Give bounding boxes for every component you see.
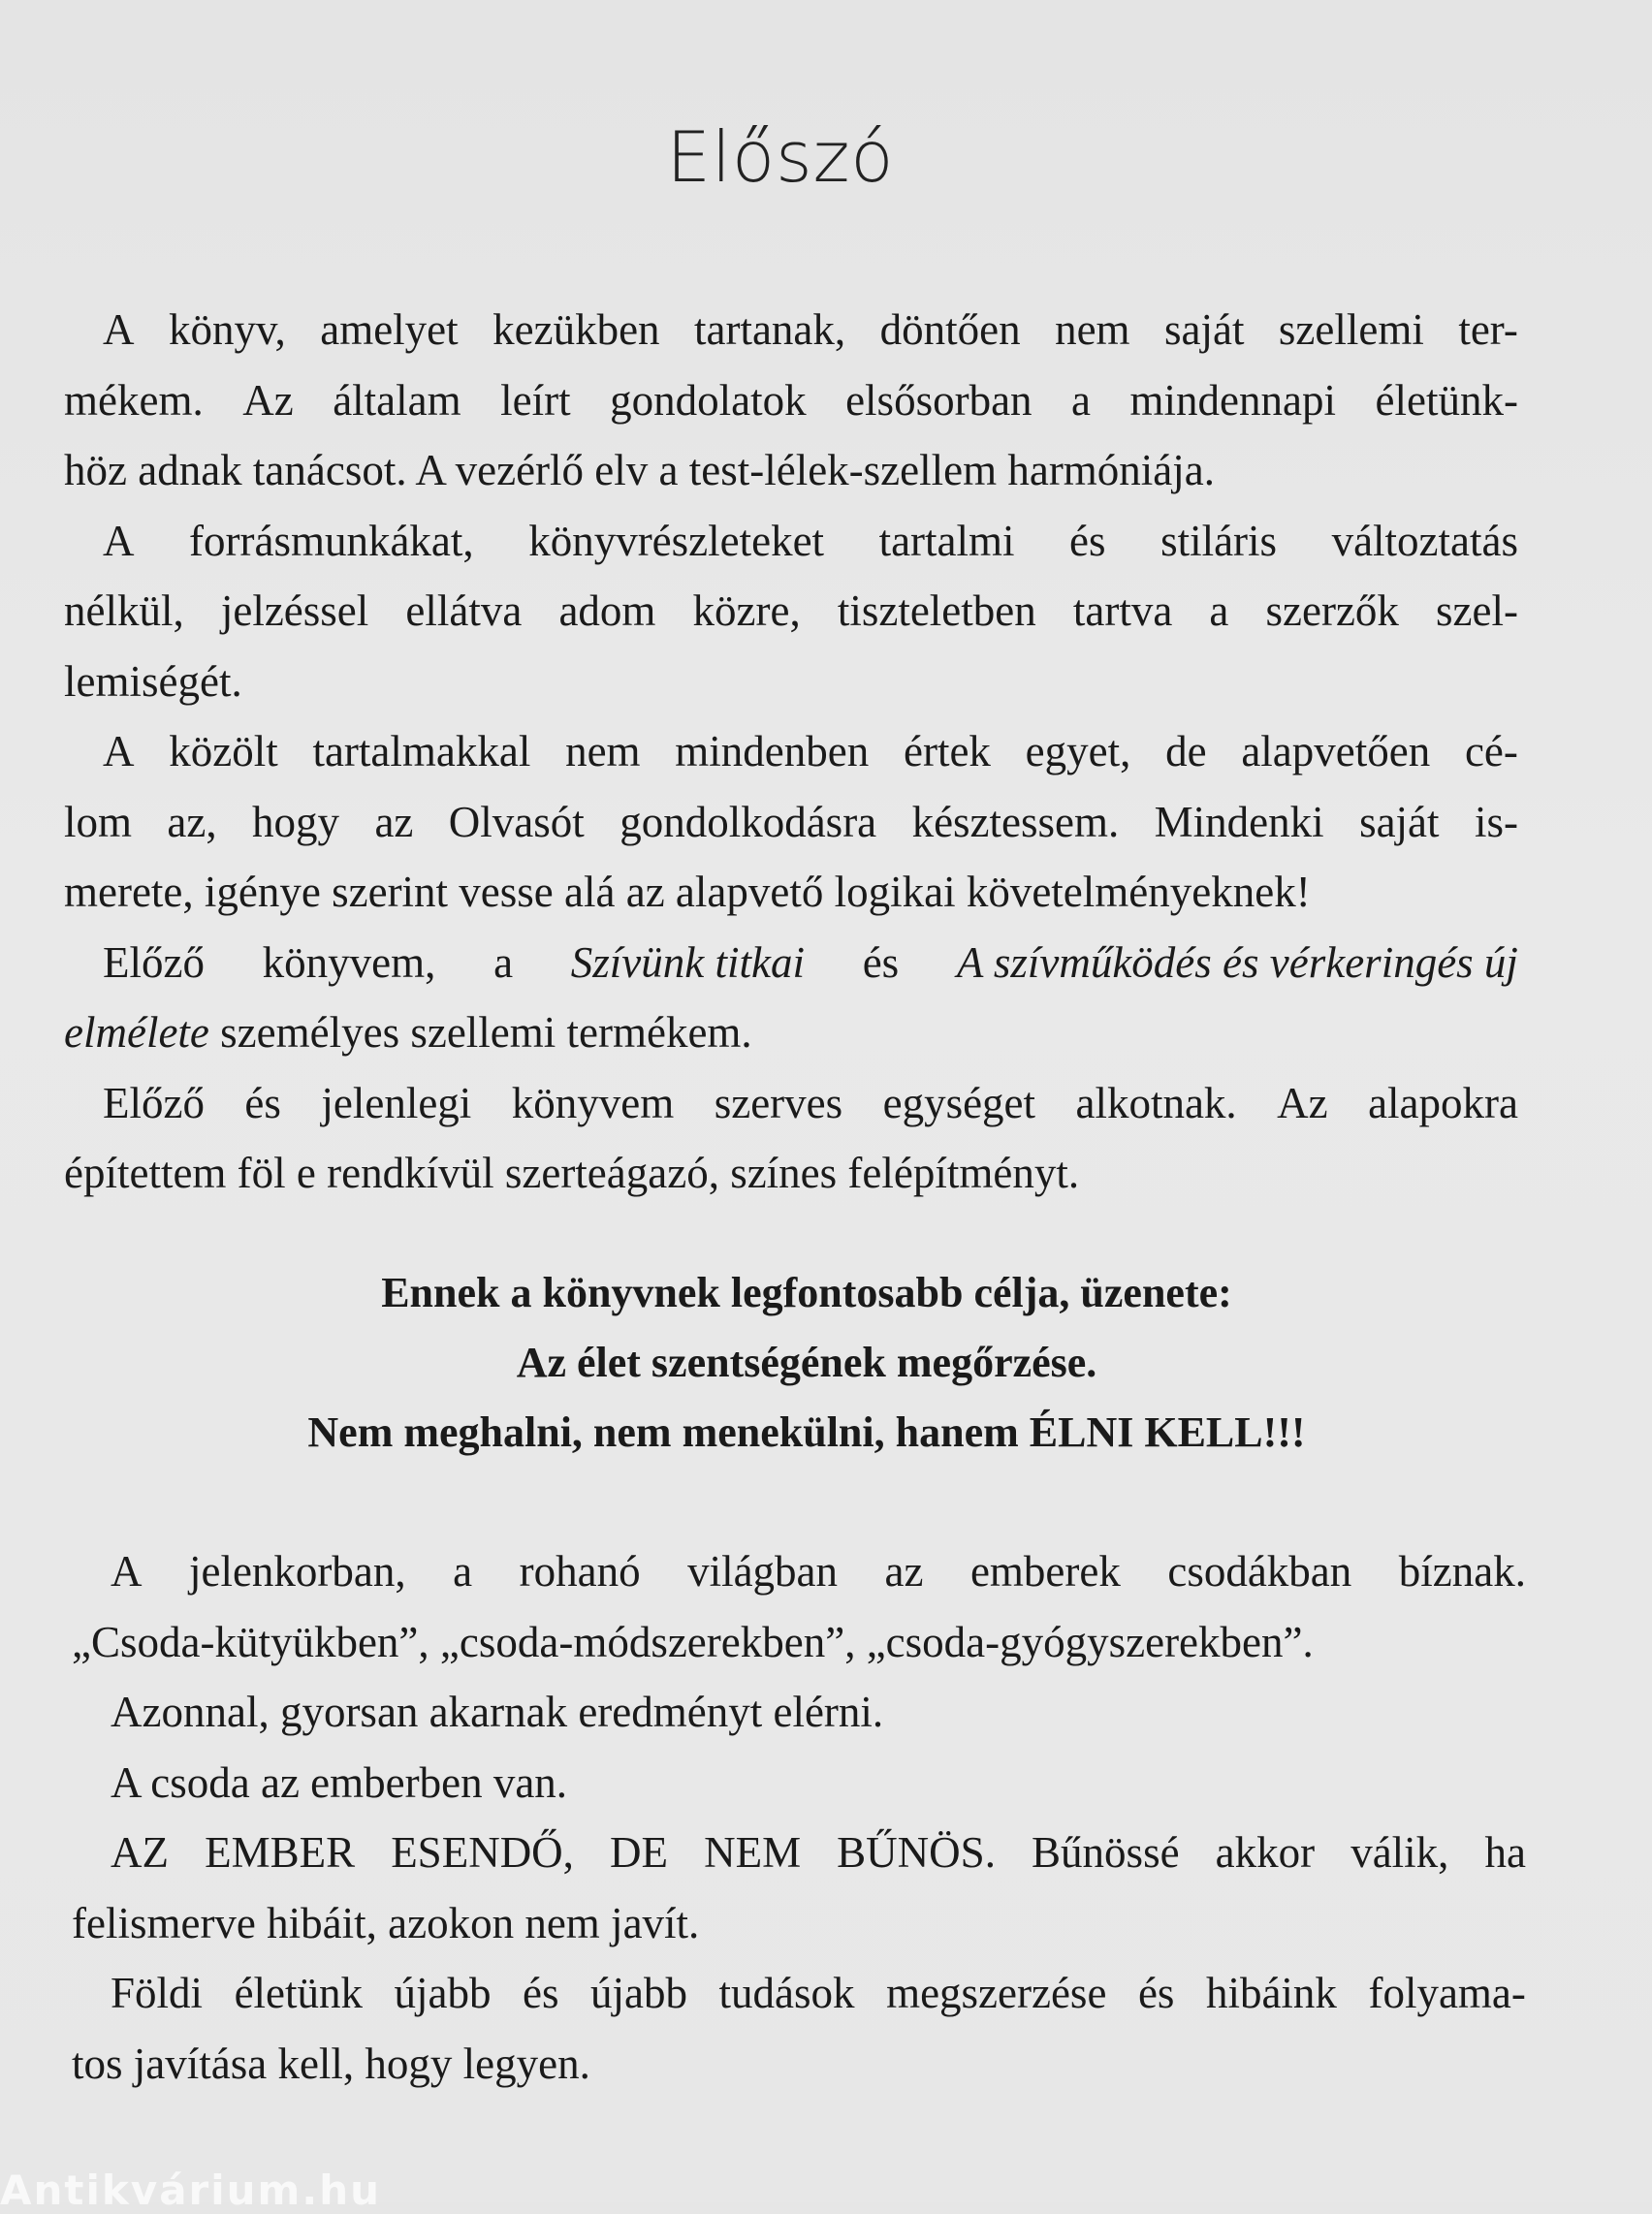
word: az [884,1547,924,1596]
word: A [111,1547,143,1596]
word: saját [1359,797,1440,846]
paragraph-3-line-3: merete, igénye szerint vesse alá az alapvető logikai követelményeknek! [64,868,1311,916]
highlight-line-2: Az élet szentségének megőrzése. [516,1339,1097,1386]
paragraph-9-line-1 [72,1818,1526,1888]
word: Az [1277,1078,1328,1127]
word: folyama- [1368,1969,1526,2017]
paragraph-2-line-1 [64,506,1518,577]
word: Bűnössé [1032,1828,1180,1877]
word: A [103,727,135,775]
paragraph-8: A csoda az emberben van. [111,1757,568,1807]
word: és [1069,516,1106,565]
word: a [453,1547,473,1596]
word: emberek [969,1547,1121,1596]
paragraph-4-line-2 [64,997,1518,1068]
highlight-line-1: Ennek a könyvnek legfontosabb célja, üzenete: [381,1269,1232,1316]
word: általam [333,375,461,425]
paragraph-3-line-1 [64,716,1518,787]
word: csodákban [1167,1547,1352,1596]
word: világban [687,1547,839,1596]
word: újabb [394,1969,492,2017]
word: szellemi [1278,305,1424,354]
page-title: Előszó [666,116,895,198]
word: egyet, [1025,727,1131,775]
paragraph-1-line-3: höz adnak tanácsot. A vezérlő elv a test-lélek-szellem harmóniája. [64,446,1216,494]
highlight-line-3: Nem meghalni, nem menekülni, hanem ÉLNI KELL!!! [307,1408,1306,1456]
word: mékem. [64,375,204,425]
word: életünk [234,1969,364,2017]
word: könyvrészleteket [528,516,825,565]
paragraph-7: Azonnal, gyorsan akarnak eredményt elérni. [111,1688,884,1736]
paragraph-6-line-1 [72,1536,1526,1607]
word: de [1165,727,1207,775]
p4-book-title-2a: A szívműködés és vérkeringés új [956,937,1518,987]
word: ellátva [405,586,523,635]
word: BŰNÖS. [837,1828,996,1877]
word: amelyet [320,305,459,354]
body-text-lower [72,1536,1526,2099]
word: jelenkorban, [188,1547,406,1596]
word: válik, [1350,1828,1449,1877]
p4-book-title-1: Szívünk titkai [570,937,805,987]
word: ha [1484,1828,1526,1877]
word: és [1137,1969,1175,2017]
word: gondolatok [610,375,807,425]
word: Olvasót [448,797,585,846]
paragraph-10-line-1 [72,1958,1526,2029]
word: döntően [879,305,1021,354]
word: késztessem. [911,797,1120,846]
p4-rest: személyes szellemi termékem. [208,1008,752,1057]
word: az [374,797,414,846]
body-text-upper [64,295,1518,1209]
word: hibáink [1205,1969,1337,2017]
word: stiláris [1160,516,1278,565]
word: A [103,305,135,354]
word: nélkül, [64,586,184,635]
paragraph-3-line-2 [64,787,1518,858]
word: tartva [1072,586,1173,635]
word: ter- [1458,305,1518,354]
word: adom [558,586,656,635]
watermark: Antikvárium.hu [0,2167,382,2214]
word: jelzéssel [220,586,369,635]
p4-word-2: könyvem, [262,937,436,987]
word: ESENDŐ, [391,1828,574,1877]
word: saját [1164,305,1245,354]
word: megszerzése [886,1969,1107,2017]
p4-word-1: Előző [103,937,205,987]
word: lom [64,797,133,846]
word: és [244,1078,281,1127]
word: életünk- [1375,375,1518,425]
paragraph-5-line-2: építettem föl e rendkívül szerteágazó, színes felépítményt. [64,1149,1080,1197]
word: közre, [692,586,801,635]
word: szerves [714,1078,843,1127]
word: alapokra [1368,1078,1518,1127]
word: tartalmakkal [312,727,531,775]
word: A [103,516,135,565]
p4-word-4: és [862,937,900,987]
paragraph-9-line-2: felismerve hibáit, azokon nem javít. [72,1898,700,1947]
word: szel- [1436,586,1518,635]
word: mindennapi [1129,375,1336,425]
word: AZ [111,1828,169,1877]
word: tiszteletben [837,586,1036,635]
word: a [1209,586,1229,635]
paragraph-6-line-2: „Csoda-kütyükben”, „csoda-módszerekben”, „csoda-gyógyszerekben”. [72,1617,1314,1666]
word: alkotnak. [1075,1078,1237,1127]
word: Előző [103,1078,205,1127]
word: is- [1474,797,1518,846]
word: elsősorban [845,375,1032,425]
word: NEM [704,1828,802,1877]
word: DE [610,1828,669,1877]
word: Földi [111,1969,204,2017]
word: cé- [1464,727,1518,775]
word: Mindenki [1154,797,1324,846]
word: szerzők [1265,586,1399,635]
p4-book-title-2b: elmélete [64,1008,209,1057]
word: könyvem [511,1078,675,1127]
word: az, [167,797,217,846]
word: újabb [590,1969,688,2017]
word: EMBER [205,1828,356,1877]
paragraph-2-line-3: lemiségét. [64,656,242,706]
word: forrásmunkákat, [189,516,474,565]
paragraph-10-line-2: tos javítása kell, hogy legyen. [72,2039,590,2088]
word: jelenlegi [321,1078,472,1127]
word: kezükben [492,305,660,354]
paragraph-1-line-1 [64,295,1518,365]
p4-word-3: a [493,937,514,987]
word: könyv, [168,305,286,354]
paragraph-4-line-1 [64,928,1518,998]
word: akkor [1215,1828,1316,1877]
word: rohanó [519,1547,641,1596]
highlight-message [0,1258,1652,1468]
word: tudások [718,1969,855,2017]
word: közölt [169,727,278,775]
word: értek [903,727,991,775]
word: gondolkodásra [620,797,877,846]
word: és [523,1969,559,2017]
word: Az [242,375,294,425]
word: változtatás [1331,516,1518,565]
word: nem [1055,305,1130,354]
word: tartalmi [878,516,1015,565]
word: mindenben [675,727,870,775]
paragraph-2-line-2 [64,576,1518,647]
word: egységet [882,1078,1036,1127]
word: tartanak, [694,305,846,354]
word: bíznak. [1398,1547,1526,1596]
paragraph-1-line-2 [64,365,1518,436]
paragraph-5-line-1 [64,1068,1518,1139]
word: leírt [500,375,571,425]
word: nem [565,727,641,775]
word: hogy [252,797,340,846]
word: a [1071,375,1092,425]
word: alapvetően [1241,727,1431,775]
